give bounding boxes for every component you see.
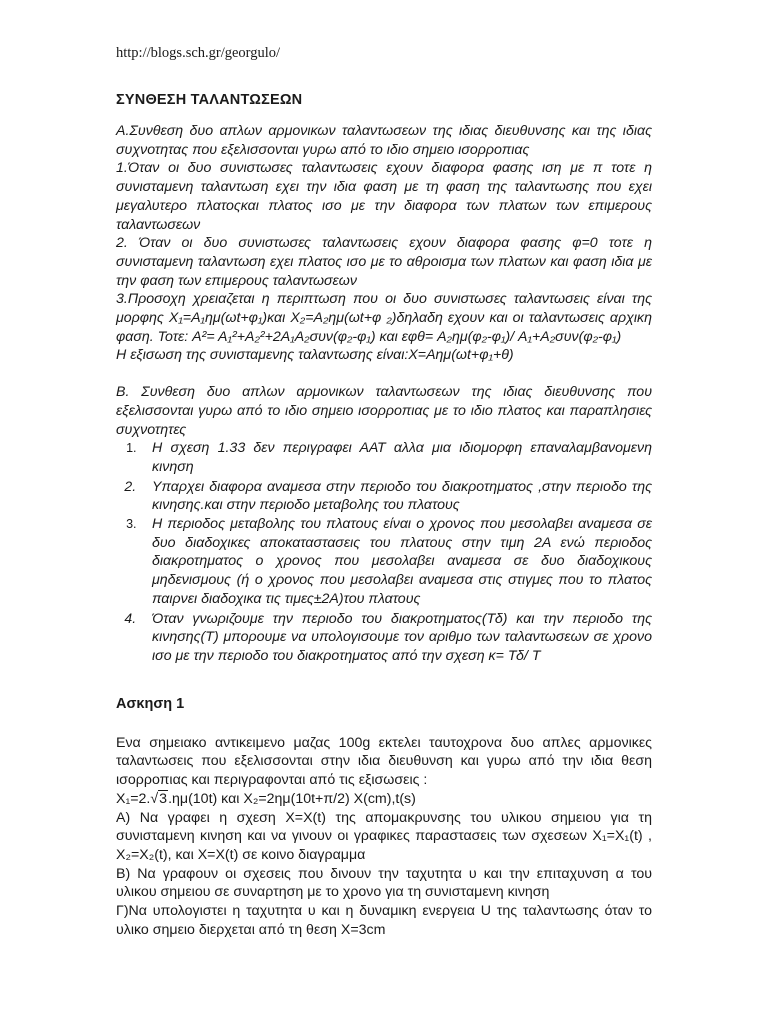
header-url[interactable]: http://blogs.sch.gr/georgulo/: [116, 45, 281, 61]
exercise-title: Ασκηση 1: [116, 695, 185, 712]
equation-x1: X₁=A₁ημ(ωt+φ₁): [168, 310, 268, 327]
section-a-intro: Α.Συνθεση δυο απλων αρμονικων ταλαντωσεων της ιδιας διευθυνσης και της ιδιας συχνοτητας που εξελισσονται γυρω από το ιδιο σημειο ισορροπιας: [116, 123, 652, 158]
question-a: Α) Να γραφει η σχεση Χ=Χ(t) της απομακρυνσης του υλικου σημειου για τη συνισταμενη κινηση και να γινουν οι γραφικες παραστασεις των σχεσεων Χ₁=Χ₁(t) , Χ₂=Χ₂(t), και Χ=Χ(t) σε κοινο διαγραμμα: [116, 809, 652, 863]
question-b: Β) Να γραφουν οι σχεσεις που δινουν την ταχυτητα υ και την επιταχυνση α του υλικου σημειου σε συναρτηση με το χρονο για τη συνισταμενη κινηση: [116, 865, 652, 901]
phase-formula: A₂ημ(φ₂-φ₁)/ A₁+A₂συν(φ₂-φ₁): [437, 328, 622, 345]
exercise-intro: Ενα σημειακο αντικειμενο μαζας 100g εκτελει ταυτοχρονα δυο απλες αρμονικες ταλαντωσεις που εξελισσονται στην ιδια διευθυνση και γυρω από την ιδια θεση ισορροπιας και περιγραφονται από τις εξισωσεις :: [116, 734, 652, 789]
equation-part-a: X₁=2.: [116, 790, 151, 807]
list-item: 3. Η περιοδος μεταβολης του πλατους είναι ο χρονος που μεσολαβει αναμεσα σε δυο διαδοχικες αποκαταστασεις του πλατους στην τιμη 2Α ενώ περιοδος διακροτηματος ο χρονος που μεσολαβει αναμεσα σε δυο διαδοχικους μηδενισμους (ή ο χρονος που μεσολαβει αναμεσα στις στιγμες που το πλατος παιρνει διαδοχικα τις τιμες±2Α)του πλατους: [140, 515, 652, 609]
list-item: 1. Η σχεση 1.33 δεν περιγραφει ΑΑΤ αλλα μια ιδιομορφη επαναλαμβανομενη κινηση: [140, 439, 652, 476]
question-c: Γ)Να υπολογιστει η ταχυτητα υ και η δυναμικη ενεργεια U της ταλαντωσης όταν το υλικο σημειο διερχεται από τη θεση Χ=3cm: [116, 903, 652, 938]
sqrt-symbol: √3: [150, 790, 168, 807]
point-3-text-d: και εφθ=: [375, 328, 438, 345]
section-a-point-1: 1.Όταν οι δυο συνιστωσες ταλαντωσεις εχουν διαφορα φασης ιση με π τοτε η συνισταμενη ταλαντωση εχει την ιδια φαση με τη φαση της ταλαντωσης που εχει μεγαλυτερο πλατοςκαι πλατος ισο με την διαφορα των πλατων των επιμερους ταλαντωσεων: [116, 160, 652, 233]
section-a: [116, 122, 652, 365]
sqrt-radicand: 3: [159, 790, 168, 807]
list-item: 2. Υπαρχει διαφορα αναμεσα στην περιοδο του διακροτηματος ,στην περιοδο της κινησης.και στην περιοδο μεταβολης του πλατους: [140, 477, 652, 515]
section-b-list: [116, 439, 652, 665]
point-3-text-a: 3.Προσοχη χρειαζεται η περιπτωση που οι δυο συνιστωσες ταλαντωσεις είναι της μορφης: [116, 291, 652, 327]
list-item: 4. Όταν γνωριζουμε την περιοδο του διακροτηματος(Τδ) και την περιοδο της κινησης(Τ) μπορουμε να υπολογισουμε τον αριθμο των ταλαντωσεων σε χρονο ισο με την περιοδο του διακροτηματος από την σχεση κ= Τδ/ Τ: [140, 609, 652, 666]
exercise-body: [116, 734, 652, 940]
exercise-equations: [116, 790, 652, 809]
page-title: ΣΥΝΘΕΣΗ ΤΑΛΑΝΤΩΣΕΩΝ: [116, 92, 303, 108]
point-3-text-c: δηλαδη εχουν και οι ταλαντωσεις αρχικη φαση. Τοτε:: [116, 310, 652, 345]
equation-x2: X₂=A₂ημ(ωt+φ ₂): [290, 310, 397, 327]
section-a-point-3: [116, 290, 652, 346]
section-b: [116, 383, 652, 666]
equation-part-b: .ημ(10t) και X₂=2ημ(10t+π/2) X(cm),t(s): [168, 790, 416, 807]
section-a-resultant-equation: Η εξισωση της συνισταμενης ταλαντωσης είναι:Χ=Αημ(ωt+φ₁+θ): [116, 347, 514, 364]
spacer: [116, 365, 652, 383]
section-a-point-2: 2. Όταν οι δυο συνιστωσες ταλαντωσεις εχουν διαφορα φασης φ=0 τοτε η συνισταμενη ταλαντωση εχει πλατος ισο με το αθροισμα των πλατων και φαση ιδια με την φαση των επιμερους ταλαντωσεων: [116, 235, 652, 289]
point-3-text-b: και: [267, 310, 291, 327]
section-b-intro: Β. Συνθεση δυο απλων αρμονικων ταλαντωσεων της ιδιας διευθυνσης που εξελισσονται γυρω από το ιδιο σημειο ισορροπιας με το ιδιο πλατος και παραπλησιες συχνοτητες: [116, 384, 652, 438]
amplitude-formula: A²= A₁²+A₂²+2A₁A₂συν(φ₂-φ₁): [192, 328, 376, 345]
